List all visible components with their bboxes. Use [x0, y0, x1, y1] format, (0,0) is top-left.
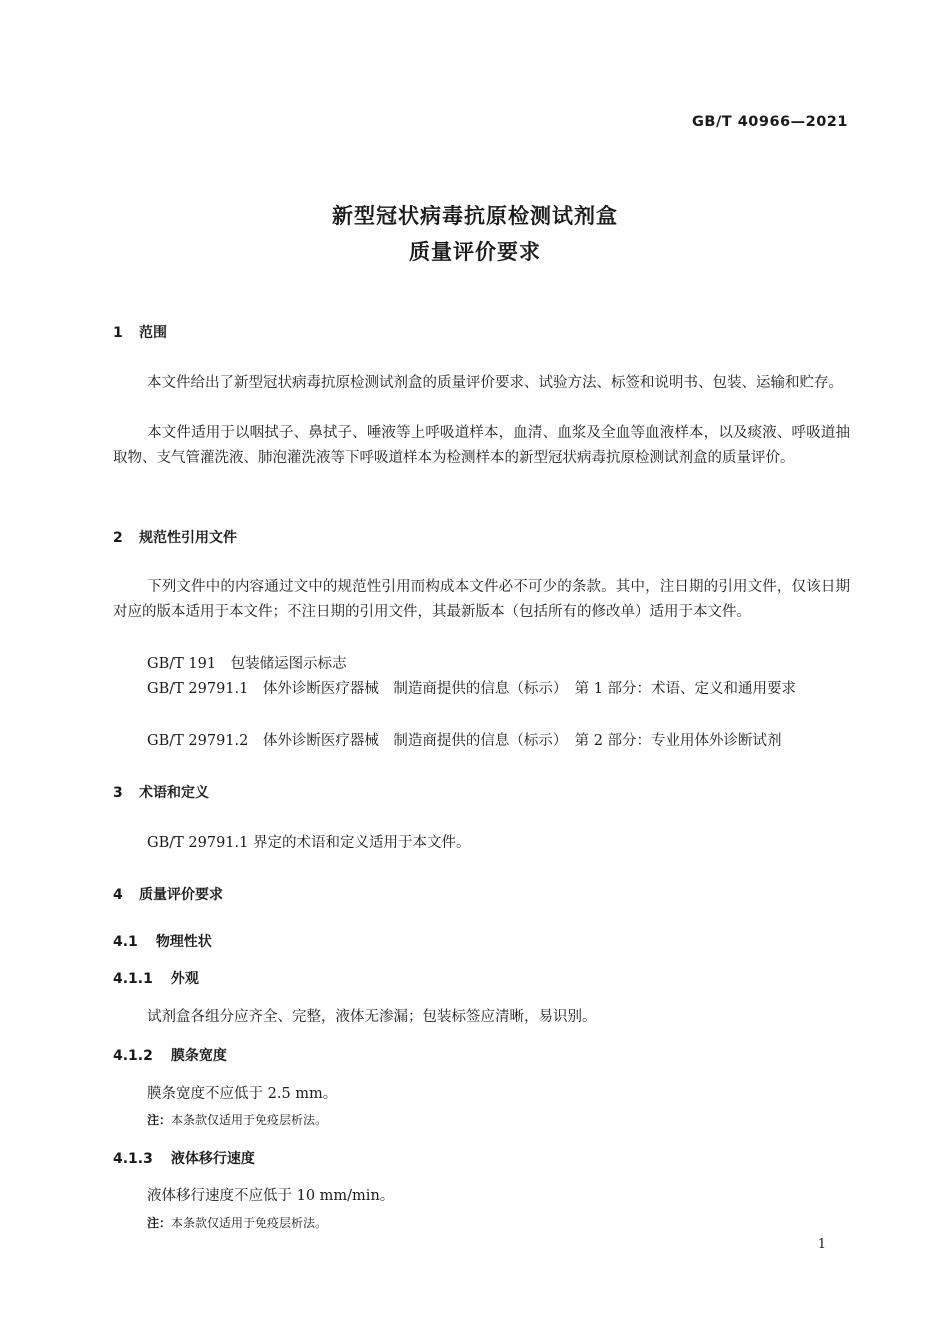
paragraph-text: 本文件给出了新型冠状病毒抗原检测试剂盒的质量评价要求、试验方法、标签和说明书、包装、运输和贮存。: [147, 375, 843, 391]
section-3-paragraph-1: GB/T 29791.1 界定的术语和定义适用于本文件。: [147, 835, 471, 851]
section-number: 3: [113, 785, 123, 801]
note-text: 本条款仅适用于免疫层析法。: [171, 1113, 328, 1127]
standard-number: GB/T 40966—2021: [692, 114, 848, 130]
subsection-number: 4.1: [113, 934, 138, 950]
section-2-paragraph-1: [113, 575, 850, 625]
section-2-heading: [113, 527, 237, 547]
section-3-heading: [113, 782, 209, 802]
subsection-title: 膜条宽度: [170, 1048, 227, 1064]
subsection-4-1-2-text: 膜条宽度不应低于 2.5 mm。: [147, 1086, 338, 1102]
subsection-title: 液体移行速度: [170, 1151, 255, 1167]
paragraph-text: 下列文件中的内容通过文中的规范性引用而构成本文件必不可少的条款。其中，注日期的引用文件，仅该日期对应的版本适用于本文件；不注日期的引用文件，其最新版本（包括所有的修改单）适用于本文件。: [113, 579, 850, 620]
section-title: 质量评价要求: [139, 887, 223, 903]
section-number: 1: [113, 325, 123, 341]
normative-reference-2: [113, 677, 850, 702]
note-text: 本条款仅适用于免疫层析法。: [171, 1216, 328, 1230]
subsection-4-1-2-note: [147, 1111, 327, 1128]
section-1-paragraph-1: [113, 371, 850, 396]
subsection-number: 4.1.2: [113, 1048, 153, 1064]
subsection-4-1-1-text: 试剂盒各组分应齐全、完整，液体无渗漏；包装标签应清晰，易识别。: [147, 1009, 597, 1025]
subsection-title: 外观: [170, 971, 199, 987]
note-label: 注：: [147, 1113, 172, 1127]
subsection-4-1-1-heading: [113, 968, 199, 988]
document-title-line1: 新型冠状病毒抗原检测试剂盒: [332, 204, 618, 228]
normative-reference-3: GB/T 29791.2 体外诊断医疗器械 制造商提供的信息（标示） 第 2 部分：专业用体外诊断试剂: [147, 733, 782, 749]
subsection-4-1-3-text: 液体移行速度不应低于 10 mm/min。: [147, 1188, 395, 1204]
subsection-number: 4.1.1: [113, 971, 153, 987]
section-title: 范围: [139, 325, 167, 341]
section-1-paragraph-2: [113, 421, 850, 471]
subsection-4-1-3-note: [147, 1214, 327, 1231]
paragraph-text: 本文件适用于以咽拭子、鼻拭子、唾液等上呼吸道样本，血清、血浆及全血等血液样本，以及痰液、呼吸道抽取物、支气管灌洗液、肺泡灌洗液等下呼吸道样本为检测样本的新型冠状病毒抗原检测试剂盒的质量评价。: [113, 425, 850, 466]
subsection-4-1-heading: [113, 931, 212, 951]
section-title: 规范性引用文件: [139, 530, 237, 546]
note-label: 注：: [147, 1216, 172, 1230]
subsection-4-1-3-heading: [113, 1148, 255, 1168]
reference-text: GB/T 29791.1 体外诊断医疗器械 制造商提供的信息（标示） 第 1 部分：术语、定义和通用要求: [147, 681, 797, 697]
document-title-line2: 质量评价要求: [409, 240, 541, 264]
subsection-4-1-2-heading: [113, 1045, 227, 1065]
section-number: 2: [113, 530, 123, 546]
subsection-number: 4.1.3: [113, 1151, 153, 1167]
page-number: 1: [817, 1237, 826, 1252]
section-number: 4: [113, 887, 123, 903]
normative-reference-1: GB/T 191 包装储运图示标志: [147, 656, 347, 672]
section-1-heading: [113, 322, 167, 342]
section-4-heading: [113, 884, 223, 904]
section-title: 术语和定义: [139, 785, 209, 801]
subsection-title: 物理性状: [155, 934, 212, 950]
